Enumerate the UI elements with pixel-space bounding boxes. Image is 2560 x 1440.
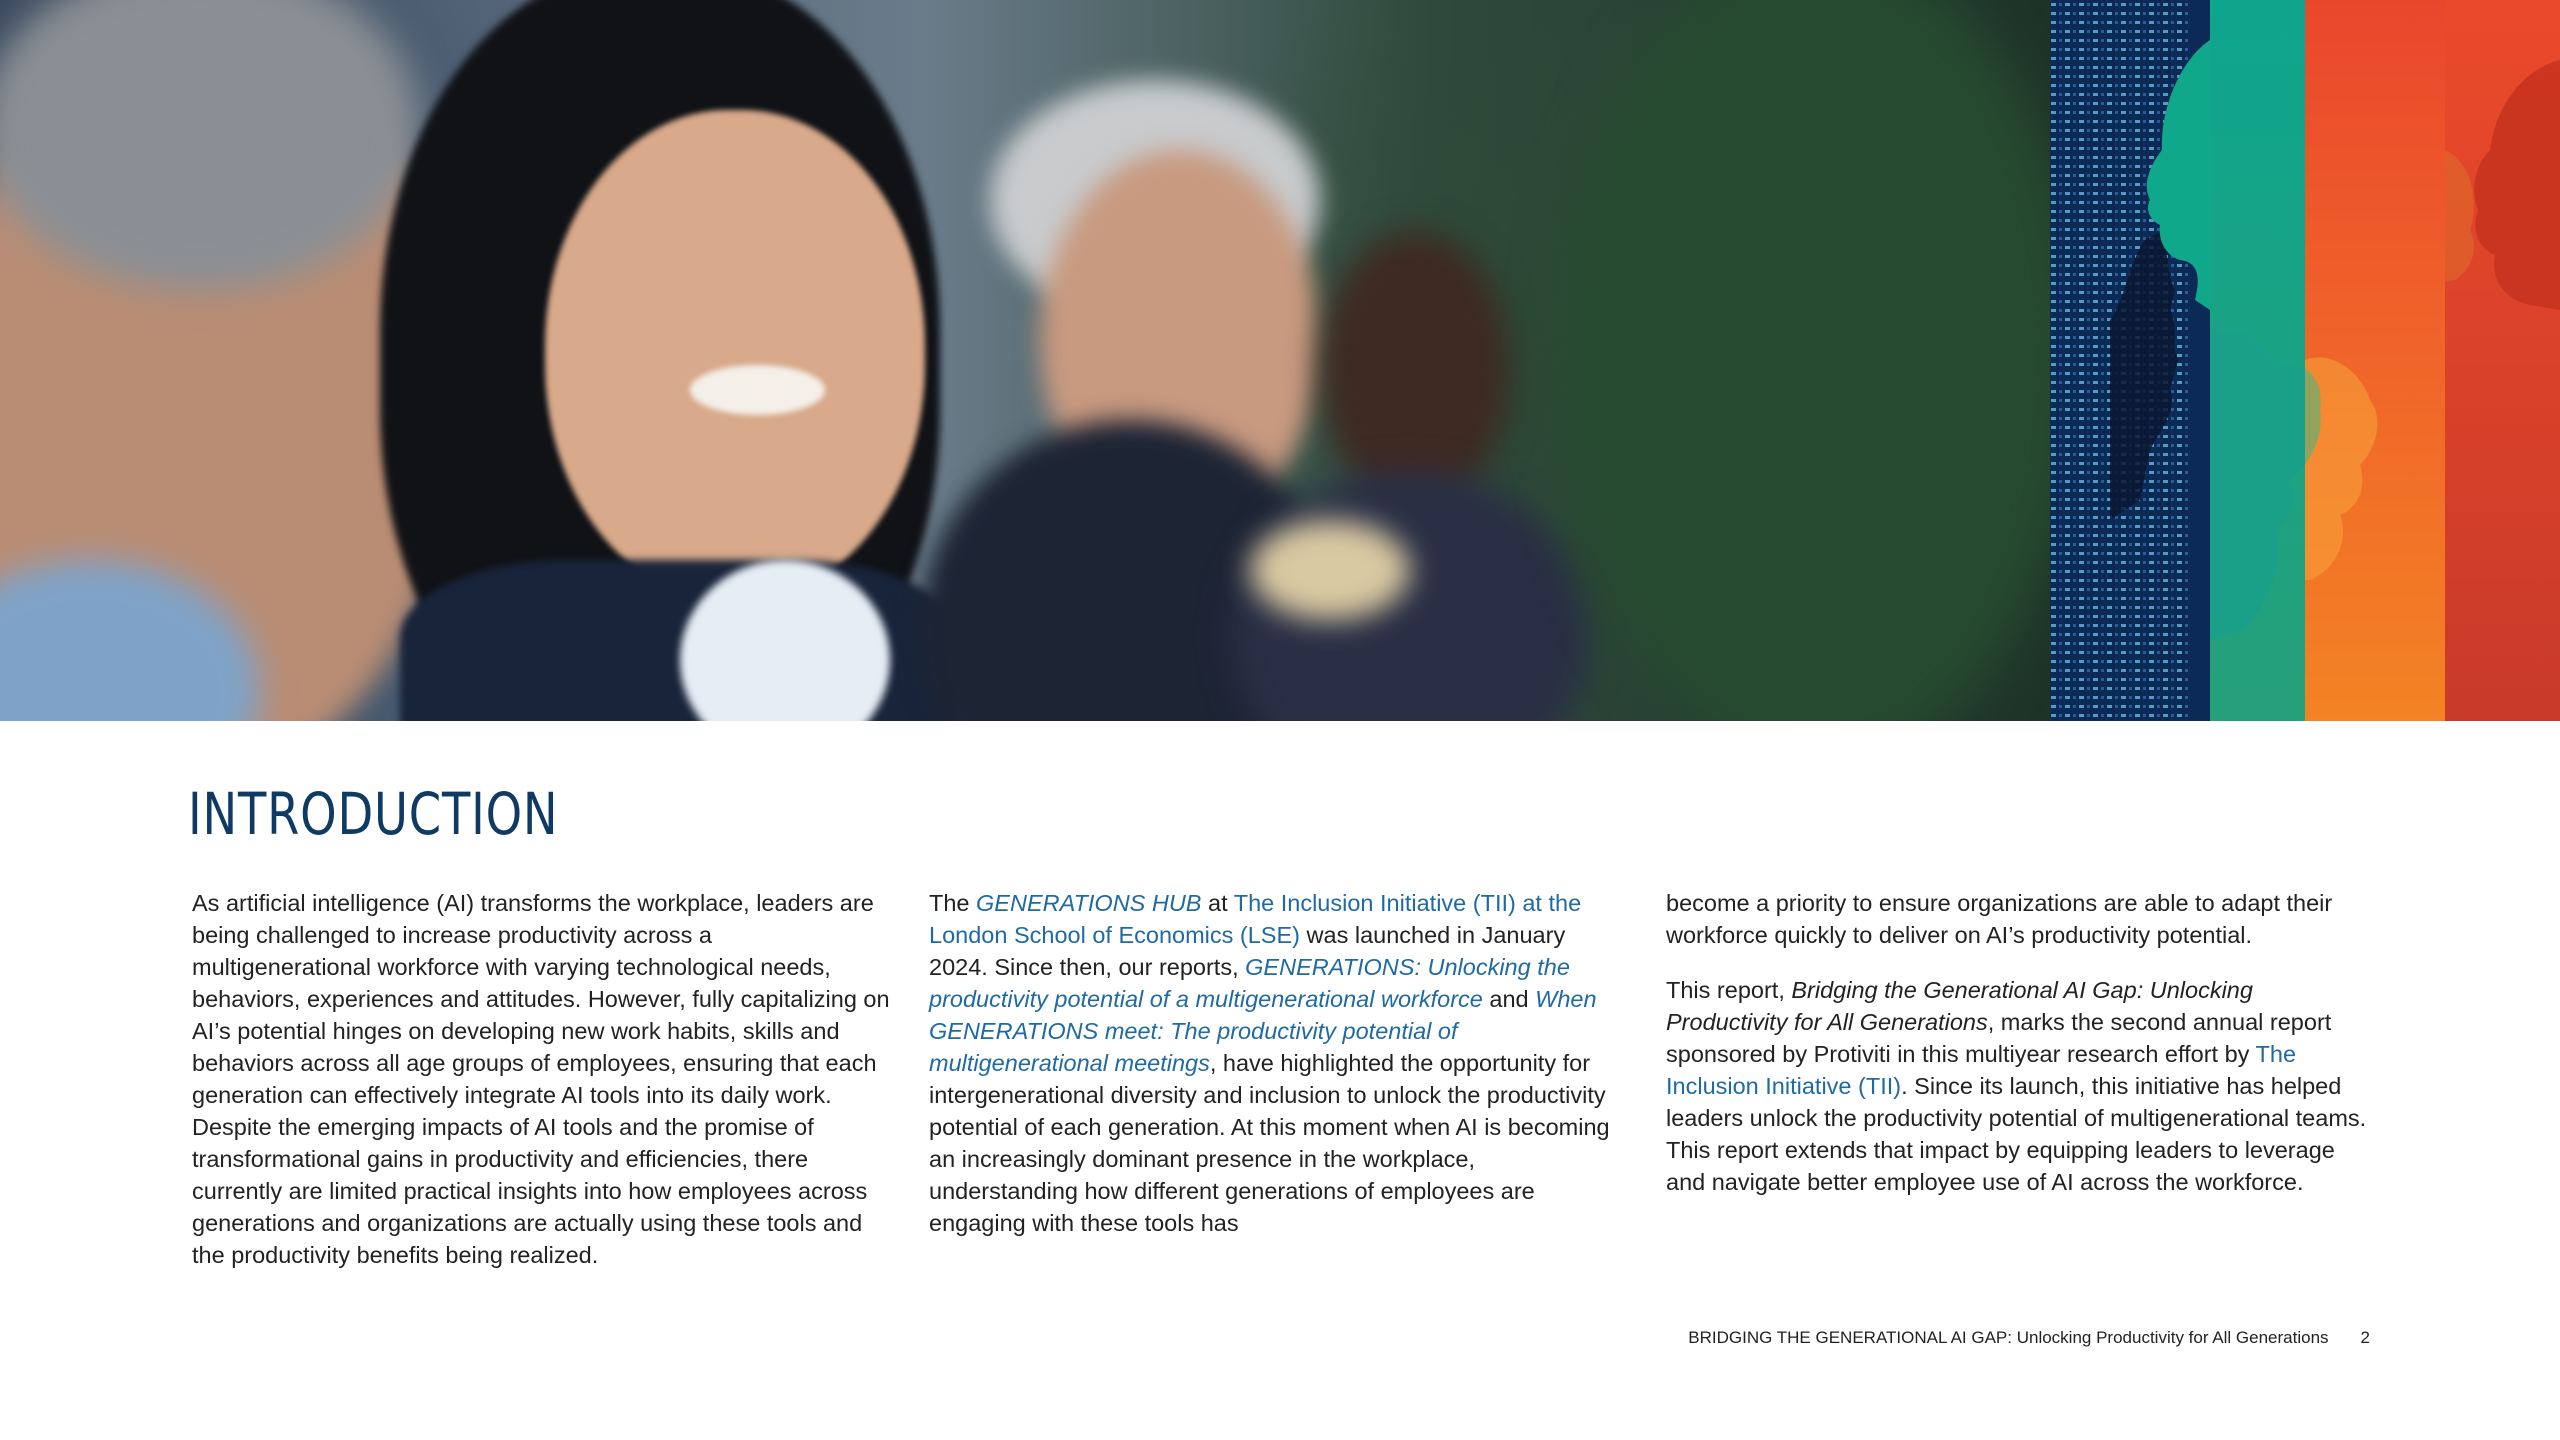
photo-necklace	[1250, 520, 1410, 620]
photo-woman2-face	[1320, 230, 1510, 510]
text-span: , have highlighted the opportunity for intergenerational diversity and inclusion to unlock the productivity potential of each generation. At this moment when AI is becoming an increasingly dominant presence in the workplace, understanding how different generations of employees are engaging with these tools has	[929, 1050, 1610, 1236]
page-number: 2	[2360, 1328, 2370, 1347]
page-title: INTRODUCTION	[188, 780, 559, 848]
hero-photo	[0, 0, 2050, 721]
silhouette-illustration	[2050, 0, 2560, 721]
intro-column-3	[1666, 887, 2371, 1221]
photo-woman-face	[545, 110, 925, 600]
intro-paragraph: As artificial intelligence (AI) transforms the workplace, leaders are being challenged to increase productivity across a multigenerational workforce with varying technological needs, behaviors, experiences and attitudes. However, fully capitalizing on AI’s potential hinges on developing new work habits, skills and behaviors across all age groups of employees, ensuring that each generation can effectively integrate AI tools into its daily work. Despite the emerging impacts of AI tools and the promise of transformational gains in productivity and efficiencies, there currently are limited practical insights into how employees across generations and organizations are actually using these tools and the productivity benefits being realized.	[192, 890, 890, 1268]
photo-woman-smile	[690, 365, 825, 415]
text-span: at	[1201, 890, 1234, 916]
text-span: , marks the second annual report sponsored by Protiviti in this multiyear research effort by	[1666, 1009, 2332, 1067]
tii-lse-link[interactable]: The Inclusion Initiative (TII) at the London School of Economics (LSE)	[929, 890, 1582, 948]
intro-column-1	[192, 887, 892, 1294]
text-span: was launched in January 2024. Since then, our reports,	[929, 922, 1566, 980]
report-link-generations-meet[interactable]: When GENERATIONS meet: The productivity potential of multigenerational meetings	[929, 986, 1597, 1076]
report-link-unlocking-productivity[interactable]: GENERATIONS: Unlocking the productivity potential of a multigenerational workforce	[929, 954, 1570, 1012]
footer-title: BRIDGING THE GENERATIONAL AI GAP: Unlocking Productivity for All Generations	[1688, 1328, 2329, 1347]
intro-column-2	[929, 887, 1629, 1262]
text-span: This report,	[1666, 977, 1792, 1003]
photo-plants	[1560, 0, 2050, 721]
generations-hub-link[interactable]: GENERATIONS HUB	[976, 890, 1202, 916]
silhouette-panel	[2050, 0, 2560, 721]
report-title: Bridging the Generational AI Gap: Unlocking Productivity for All Generations	[1666, 977, 2253, 1035]
this-report-paragraph	[1666, 974, 2371, 1198]
text-span: The	[929, 890, 977, 916]
generations-hub-paragraph	[929, 887, 1629, 1239]
page-footer	[1688, 1328, 2370, 1348]
text-span: . Since its launch, this initiative has helped leaders unlock the productivity potential of multigenerational teams. This report extends that impact by equipping leaders to leverage and navigate better employee use of AI across the workforce.	[1666, 1073, 2367, 1195]
text-span: and	[1482, 986, 1536, 1012]
continuation-paragraph: become a priority to ensure organizations are able to adapt their workforce quickly to deliver on AI’s productivity potential.	[1666, 890, 2333, 948]
tii-link[interactable]: The Inclusion Initiative (TII)	[1666, 1041, 2297, 1099]
